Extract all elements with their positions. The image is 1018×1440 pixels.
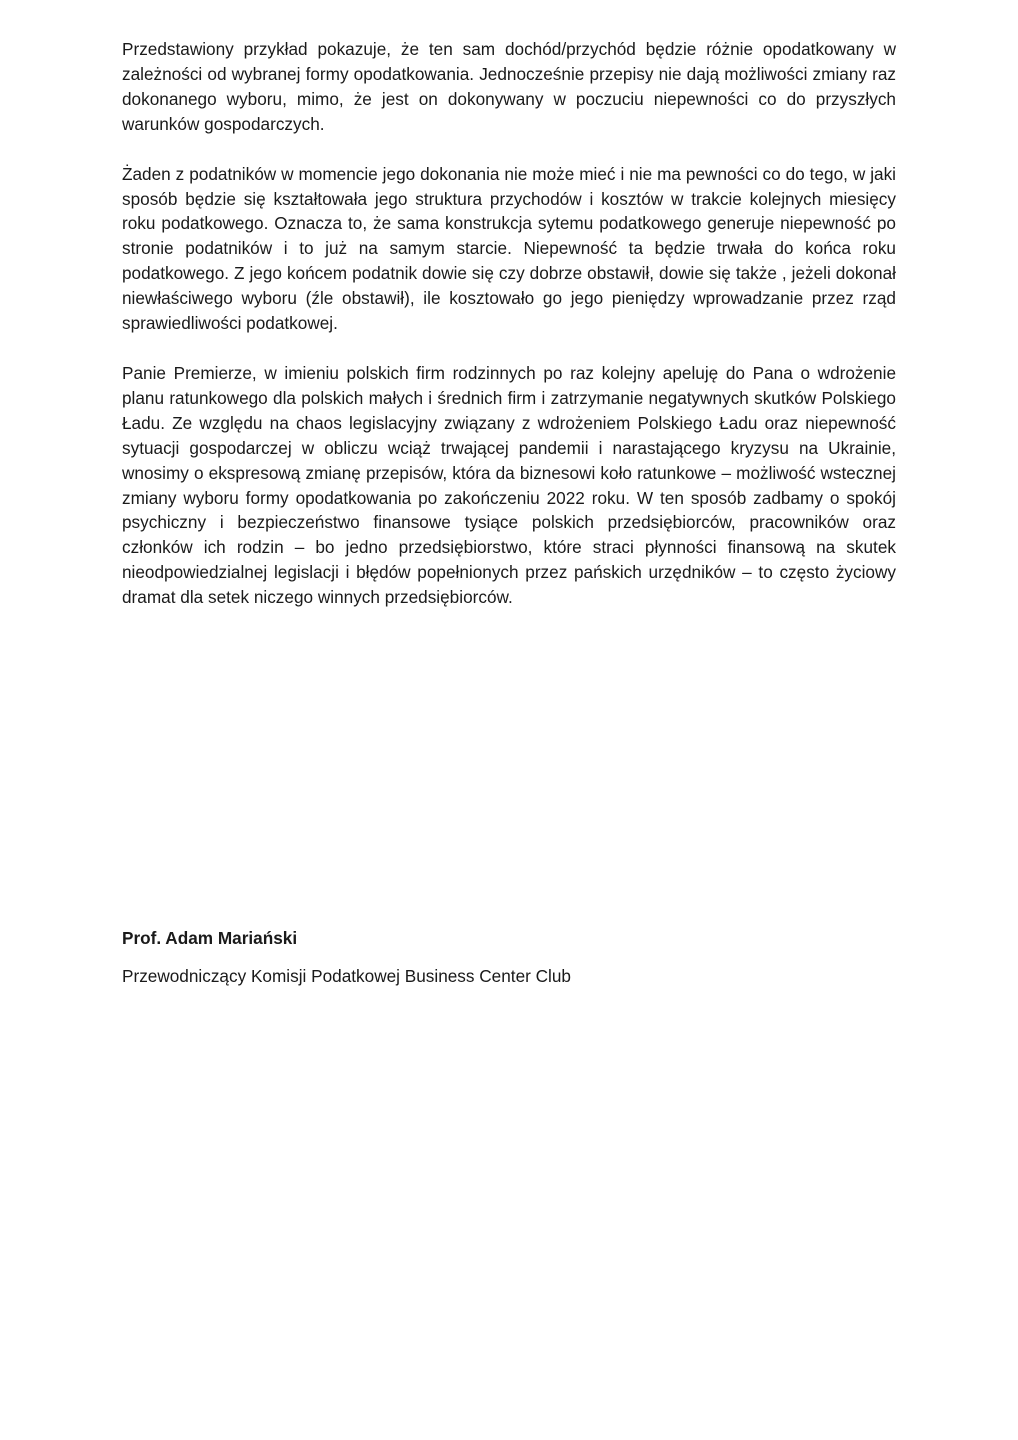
- paragraph-2: Żaden z podatników w momencie jego dokonania nie może mieć i nie ma pewności co do tego, w jaki sposób będzie się kształtowała jego struktura przychodów i kosztów w trakcie kolejnych miesięcy roku podatkowego. Oznacza to, że sama konstrukcja sytemu podatkowego generuje niepewność po stronie podatników i to już na samym starcie. Niepewność ta będzie trwała do końca roku podatkowego. Z jego końcem podatnik dowie się czy dobrze obstawił, dowie się także , jeżeli dokonał niewłaściwego wyboru (źle obstawił), ile kosztowało go jego pieniędzy wprowadzanie przez rząd sprawiedliwości podatkowej.: [122, 163, 896, 334]
- signature-block: [122, 926, 896, 989]
- paragraph-3: Panie Premierze, w imieniu polskich firm rodzinnych po raz kolejny apeluję do Pana o wdrożenie planu ratunkowego dla polskich małych i średnich firm i zatrzymanie negatywnych skutków Polskiego Ładu. Ze względu na chaos legislacyjny związany z wdrożeniem Polskiego Ładu oraz niepewność sytuacji gospodarczej w obliczu wciąż trwającej pandemii i narastającego kryzysu na Ukrainie, wnosimy o ekspresową zmianę przepisów, która da biznesowi koło ratunkowe – możliwość wstecznej zmiany wyboru formy opodatkowania po zakończeniu 2022 roku. W ten sposób zadbamy o spokój psychiczny i bezpieczeństwo finansowe tysiące polskich przedsiębiorców, pracowników oraz członków ich rodzin – bo jedno przedsiębiorstwo, które straci płynności finansową na skutek nieodpowiedzialnej legislacji i błędów popełnionych przez pańskich urzędników – to często życiowy dramat dla setek niczego winnych przedsiębiorców.: [122, 362, 896, 608]
- signature-title: Przewodniczący Komisji Podatkowej Business Center Club: [122, 965, 571, 986]
- paragraph-1: Przedstawiony przykład pokazuje, że ten sam dochód/przychód będzie różnie opodatkowany w zależności od wybranej formy opodatkowania. Jednocześnie przepisy nie dają możliwości zmiany raz dokonanego wyboru, mimo, że jest on dokonywany w poczuciu niepewności co do przyszłych warunków gospodarczych.: [122, 39, 896, 134]
- document-body: [122, 37, 896, 635]
- signature-name: Prof. Adam Mariański: [122, 928, 298, 948]
